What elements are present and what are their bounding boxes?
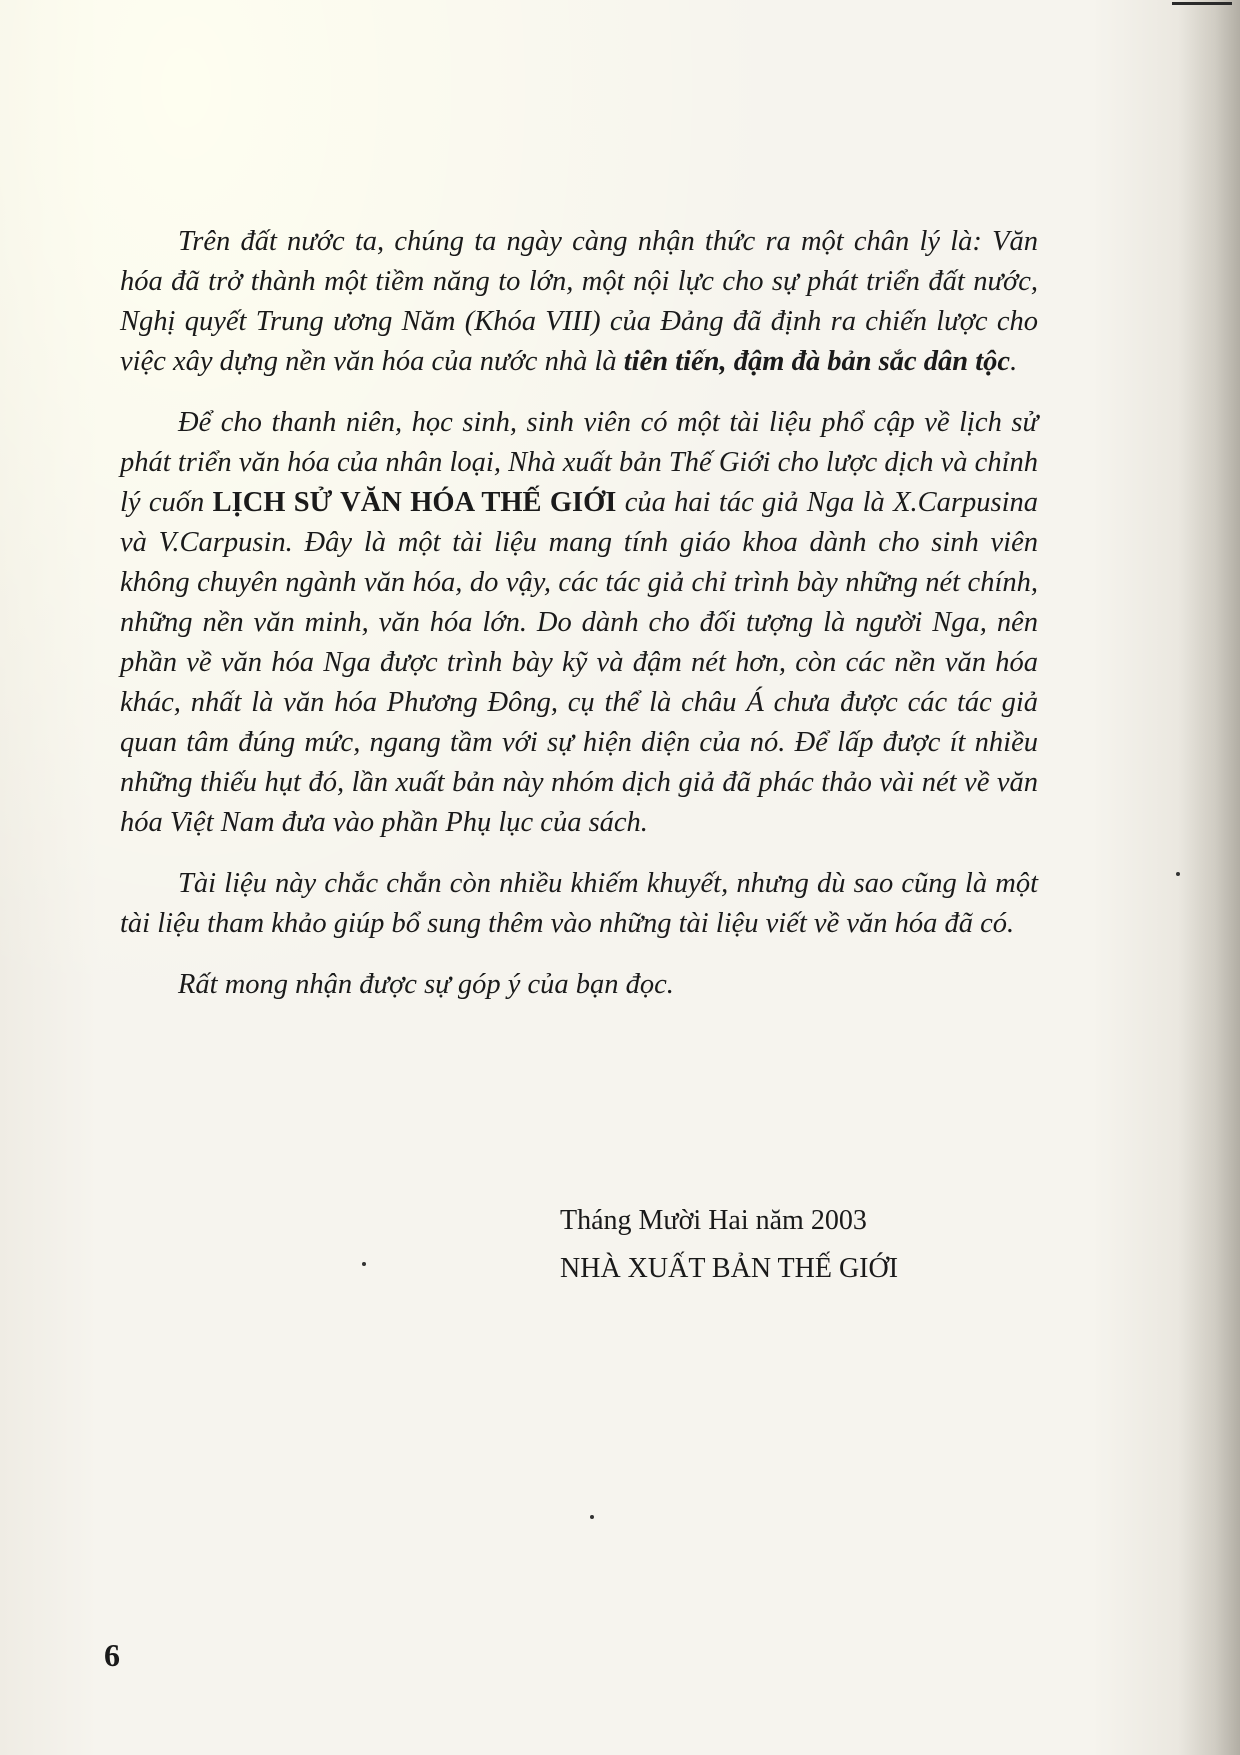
paragraph-2	[120, 403, 1038, 843]
page-number: 6	[104, 1637, 120, 1673]
paragraph-3	[120, 864, 1038, 944]
signature-date: Tháng Mười Hai năm 2003	[560, 1205, 867, 1236]
preface-text	[120, 222, 1038, 1026]
corner-mark	[1172, 2, 1232, 15]
paragraph-4-text: Rất mong nhận được sự góp ý của bạn đọc.	[178, 969, 674, 1000]
paragraph-2-text-a: Để cho thanh niên, học sinh, sinh viên có một tài liệu phổ cập về lịch sử phát triển văn hóa của nhân loại, Nhà xuất bản Thế Giới cho lược dịch và chỉnh lý cuốn	[120, 407, 1038, 518]
paragraph-1-emphasis: tiên tiến, đậm đà bản sắc dân tộc	[623, 346, 1011, 377]
signature-block	[560, 1197, 898, 1293]
paragraph-1-text-a: Trên đất nước ta, chúng ta ngày càng nhận thức ra một chân lý là: Văn hóa đã trở thành một tiềm năng to lớn, một nội lực cho sự phát triển đất nước, Nghị quyết Trung ương Năm (Khóa VIII) của Đảng đã định ra chiến lược cho việc xây dựng nền văn hóa của nước nhà là	[120, 226, 1038, 377]
signature-publisher: NHÀ XUẤT BẢN THẾ GIỚI	[560, 1253, 899, 1284]
paragraph-2-text-b: của hai tác giả Nga là X.Carpusina và V.Carpusin. Đây là một tài liệu mang tính giáo khoa dành cho sinh viên không chuyên ngành văn hóa, do vậy, các tác giả chỉ trình bày những nét chính, những nền văn minh, văn hóa lớn. Do dành cho đối tượng là người Nga, nên phần về văn hóa Nga được trình bày kỹ và đậm nét hơn, còn các nền văn hóa khác, nhất là văn hóa Phương Đông, cụ thể là châu Á chưa được các tác giả quan tâm đúng mức, ngang tầm với sự hiện diện của nó. Để lấp được ít nhiều những thiếu hụt đó, lần xuất bản này nhóm dịch giả đã phác thảo vài nét về văn hóa Việt Nam đưa vào phần Phụ lục của sách.	[120, 487, 1039, 838]
print-speck	[362, 1262, 366, 1266]
paragraph-1	[120, 222, 1038, 382]
print-speck	[590, 1515, 594, 1519]
paragraph-3-text: Tài liệu này chắc chắn còn nhiều khiếm khuyết, nhưng dù sao cũng là một tài liệu tham khảo giúp bổ sung thêm vào những tài liệu viết về văn hóa đã có.	[120, 868, 1038, 939]
paragraph-4	[120, 965, 1038, 1005]
book-title: LỊCH SỬ VĂN HÓA THẾ GIỚI	[212, 487, 617, 518]
page-edge-shadow	[1178, 0, 1240, 1755]
print-speck	[1176, 872, 1180, 876]
paragraph-1-text-b: .	[1010, 346, 1018, 377]
